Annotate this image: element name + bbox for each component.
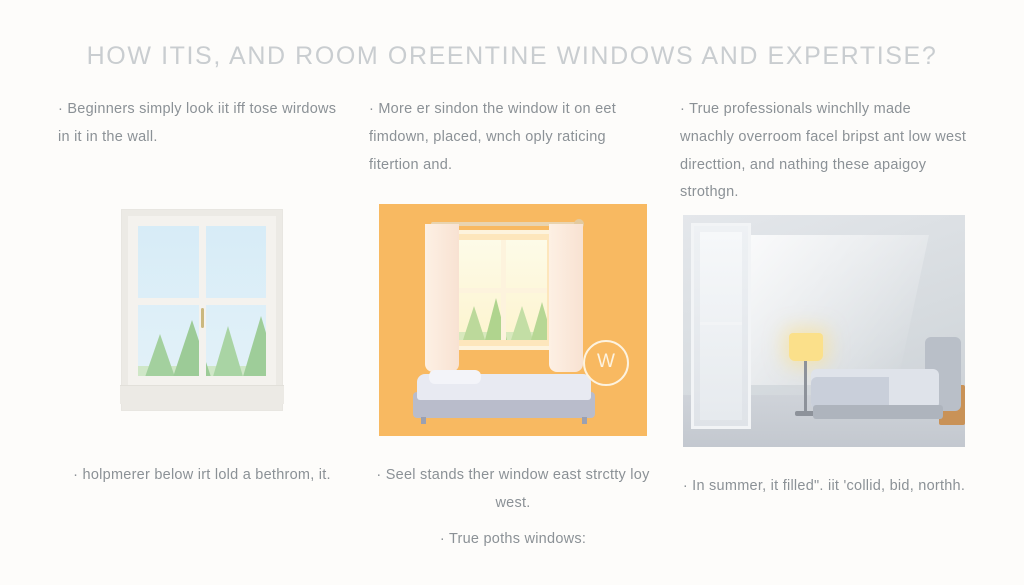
column-2-figure (369, 204, 657, 436)
column-3-bottom-line-1: · In summer, it filled". iit 'collid, bid, northh. (682, 478, 966, 495)
column-2 (369, 96, 657, 561)
bed-illustration (413, 366, 595, 418)
page-title: HOW ITIS, AND ROOM OREENTINE WINDOWS AND EXPERTISE? (86, 42, 938, 70)
window-sill (120, 385, 284, 404)
column-3 (680, 96, 968, 561)
tree-icon (212, 326, 244, 376)
column-1 (58, 96, 346, 561)
column-2-bottom-text (369, 462, 657, 561)
bed-illustration (811, 335, 961, 421)
watermark-logo: W (583, 340, 629, 386)
column-2-bottom-line-2: · True poths windows: (439, 530, 587, 547)
door-glass (700, 232, 742, 420)
door-crossbar (700, 322, 742, 325)
bed-pillow (429, 370, 481, 384)
column-3-figure (680, 215, 968, 447)
bed-leg (421, 417, 426, 424)
columns-container (58, 96, 968, 561)
window-handle-icon (201, 308, 204, 328)
window-mullion-horizontal (459, 288, 547, 293)
tree-icon (531, 302, 547, 340)
column-3-bottom-text (680, 473, 968, 509)
tree-icon (172, 320, 212, 376)
tree-icon (463, 306, 485, 340)
tree-icon (242, 316, 266, 376)
bed-leg (582, 417, 587, 424)
bed-base (813, 405, 943, 419)
column-2-bottom-line-1: · Seel stands ther window east strctty loy west. (376, 467, 650, 511)
window-frame (449, 230, 557, 350)
window-on-wall-illustration (122, 210, 282, 410)
tree-icon (511, 306, 533, 340)
column-1-top-text: · Beginners simply look iit iff tose wirdows in it in the wall. (58, 101, 337, 145)
column-1-bottom-text (58, 462, 346, 498)
orange-bedroom-illustration (379, 204, 647, 436)
curtain-left (425, 224, 459, 372)
window-mullion-horizontal (138, 298, 266, 305)
curtain-right (549, 224, 583, 372)
photo-bedroom-illustration (683, 215, 965, 447)
column-1-bottom-line-1: · holpmerer below irt lold a bethrom, it. (73, 467, 331, 483)
column-2-top-text: · More er sindon the window it on eet fimdown, placed, wnch oply raticing fitertion and. (369, 101, 617, 173)
floor-lamp-pole (804, 361, 807, 413)
column-3-top-text: · True professionals winchlly made wnachly overroom facel bripst ant low west directtion, and nathing these apaigoy strothgn. (680, 101, 967, 201)
balcony-door (691, 223, 751, 429)
column-1-figure (58, 204, 346, 436)
